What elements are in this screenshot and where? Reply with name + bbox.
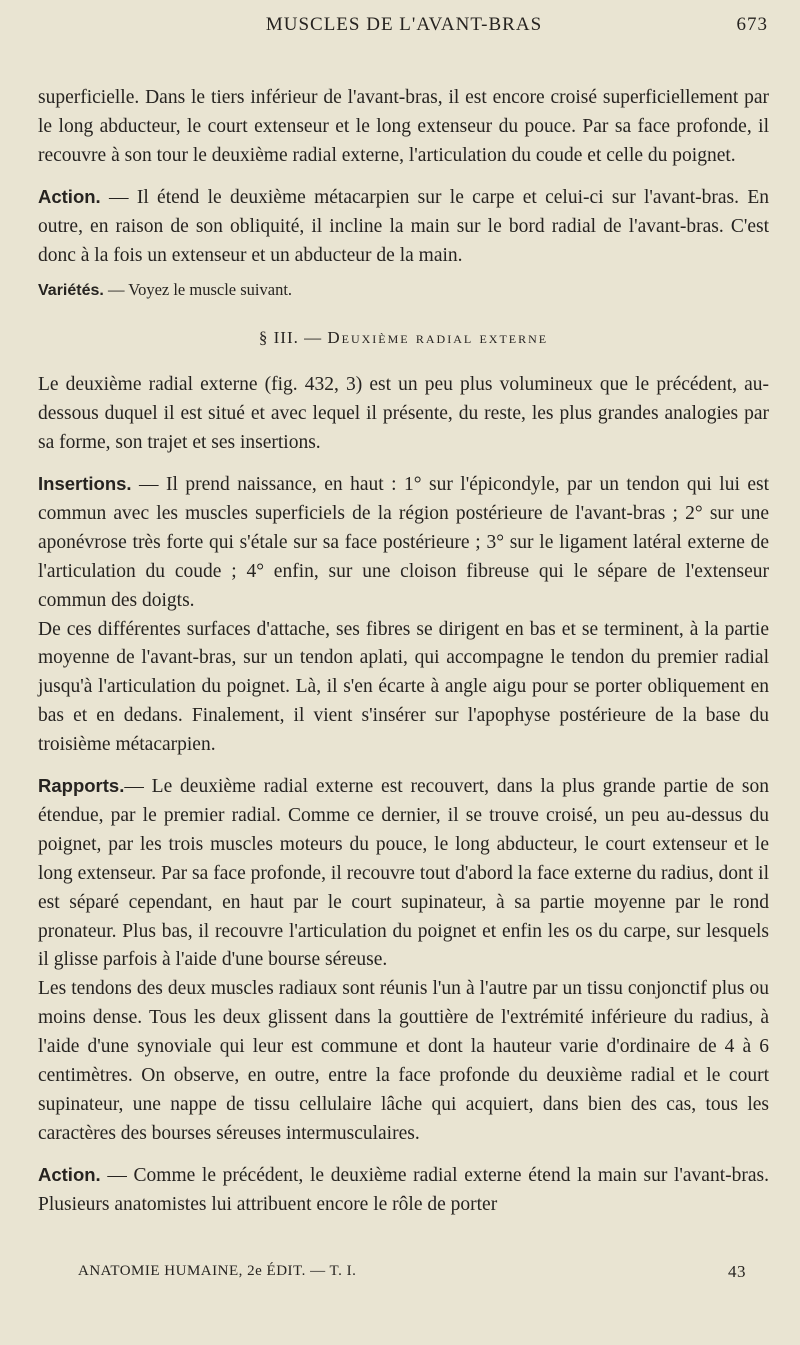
section-heading: [38, 324, 769, 353]
action-2-heading: Action.: [38, 1163, 101, 1185]
paragraph-1: [38, 84, 769, 171]
footer-signature: ANATOMIE HUMAINE, 2e ÉDIT. — T. I.: [78, 1263, 357, 1279]
page-body: [38, 84, 769, 1220]
paragraph-fibres: [38, 616, 769, 761]
intro-text: Le deuxième radial externe (fig. 432, 3) est un peu plus volumineux que le précédent, au-dessous duquel il est situé et avec lequel il présente, du reste, les plus grandes analogies par sa forme, son trajet et ses insertions.: [38, 374, 769, 454]
running-title: MUSCLES DE L'AVANT-BRAS: [265, 14, 543, 35]
section-title: Deuxième radial externe: [327, 328, 549, 348]
paragraph-intro: [38, 371, 769, 458]
running-header: [40, 14, 768, 48]
varietes-heading: Variétés.: [38, 282, 104, 300]
varietes-text: — Voyez le muscle suivant.: [103, 280, 293, 300]
insertions-text: — Il prend naissance, en haut : 1° sur l'épicondyle, par un tendon qui lui est commun avec les muscles superficiels de la région postérieure de l'avant-bras ; 2° sur une aponévrose très forte qui s'étale sur sa face postérieure ; 3° sur le ligament latéral externe de l'articulation du coude ; 4° enfin, sur une cloison fibreuse qui le sépare de l'extenseur commun des doigts.: [38, 473, 769, 611]
paragraph-rapports: [38, 772, 769, 975]
paragraph-varietes: [38, 276, 769, 306]
paragraph-1-text: superficielle. Dans le tiers inférieur de l'avant-bras, il est encore croisé superficiellement par le long abducteur, le court extenseur et le long extenseur du pouce. Par sa face profonde, il recouvre à son tour le deuxième radial externe, l'articulation du coude et celle du poignet.: [38, 87, 769, 166]
action-2-text: — Comme le précédent, le deuxième radial externe étend la main sur l'avant-bras. Plusieurs anatomistes lui attribuent encore le rôle de porter: [38, 1164, 769, 1215]
paragraph-action-2: [38, 1161, 769, 1220]
signature-mark: 43: [728, 1262, 746, 1281]
fibres-text: De ces différentes surfaces d'attache, ses fibres se dirigent en bas et se terminent, à la partie moyenne de l'avant-bras, sur un tendon aplati, qui accompagne le tendon du premier radial jusqu'à l'articulation du poignet. Là, il s'en écarte à angle aigu pour se porter obliquement en bas et en dedans. Finalement, il vient s'insérer sur l'apophyse postérieure de la base du troisième métacarpien.: [38, 618, 769, 756]
action-heading: Action.: [38, 185, 101, 207]
tendons-text: Les tendons des deux muscles radiaux sont réunis l'un à l'autre par un tissu conjonctif plus ou moins dense. Tous les deux glissent dans la gouttière de l'extrémité inférieure du radius, à l'aide d'une synoviale qui leur est commune et dont la hauteur varie d'ordinaire de 4 à 6 centimètres. On observe, en outre, entre la face profonde du deuxième radial et le court supinateur, une nappe de tissu cellulaire lâche qui acquiert, dans bien des cas, tous les caractères des bourses séreuses intermusculaires.: [38, 978, 769, 1144]
paragraph-action: [38, 183, 769, 271]
rapports-heading: Rapports.: [38, 775, 125, 797]
rapports-text: — Le deuxième radial externe est recouvert, dans la plus grande partie de son étendue, par le premier radial. Comme ce dernier, il se trouve croisé, un peu au-dessus du poignet, par les trois muscles moteurs du pouce, le long abducteur, le court extenseur et le long extenseur. Par sa face profonde, il recouvre tout d'abord la face externe du radius, dont il est séparé cependant, en haut par le court supinateur, à sa partie moyenne par le rond pronateur. Plus bas, il recouvre l'articulation du poignet et enfin les os du carpe, sur lesquels il glisse parfois à l'aide d'une bourse séreuse.: [38, 776, 769, 971]
page-number: 673: [736, 14, 768, 35]
insertions-heading: Insertions.: [38, 472, 132, 494]
action-text: — Il étend le deuxième métacarpien sur le carpe et celui-ci sur l'avant-bras. En outre, en raison de son obliquité, il incline la main sur le bord radial de l'avant-bras. C'est donc à la fois un extenseur et un abducteur de la main.: [38, 186, 769, 266]
paragraph-insertions: [38, 470, 769, 616]
section-number: § III. —: [258, 328, 323, 348]
paragraph-tendons: [38, 975, 769, 1148]
